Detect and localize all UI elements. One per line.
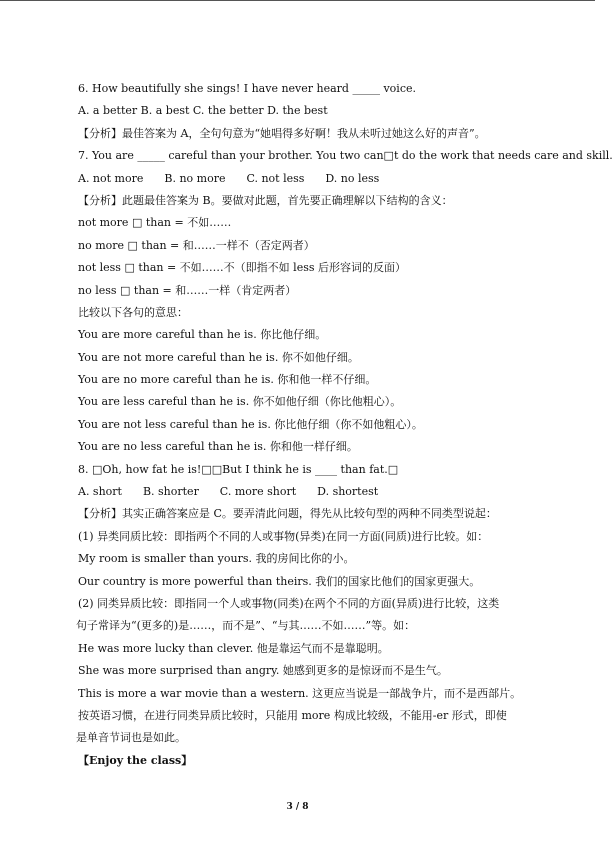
- analysis-6: 【分析】最佳答案为 A，全句句意为“她唱得多好啊！我从未听过她这么好的声音”。: [78, 126, 486, 140]
- usage-note-cont: 是单音节词也是如此。: [76, 731, 186, 745]
- analysis-8: 【分析】其实正确答案应是 C。要弄清此问题，得先从比较句型的两种不同类型说起：: [78, 507, 497, 521]
- document-body: [76, 78, 613, 772]
- question-6-options: A. a better B. a best C. the better D. the best: [78, 104, 328, 118]
- example-sentence: You are no more careful than he is. 你和他一样不仔细。: [78, 373, 377, 387]
- top-border: [0, 0, 595, 1]
- example-sentence: You are not more careful than he is. 你不如他仔细。: [78, 350, 359, 364]
- structure-no-more: no more □ than = 和……一样不（否定两者）: [78, 238, 315, 252]
- example-sentence: You are not less careful than he is. 你比他仔细（你不如他粗心）。: [78, 417, 423, 431]
- structure-no-less: no less □ than = 和……一样（肯定两者）: [78, 283, 297, 297]
- structure-not-more: not more □ than = 不如……: [78, 216, 232, 230]
- usage-note: 按英语习惯，在进行同类异质比较时，只能用 more 构成比较级，不能用-er 形式，即使: [78, 708, 507, 722]
- example-sentence: He was more lucky than clever. 他是靠运气而不是靠聪明。: [78, 641, 389, 655]
- example-sentence: This is more a war movie than a western. 这更应当说是一部战争片，而不是西部片。: [78, 686, 522, 700]
- compare-heading: 比较以下各句的意思：: [78, 305, 188, 319]
- section-heading-enjoy: 【Enjoy the class】: [78, 753, 193, 767]
- type-2-heading: (2) 同类异质比较：即指同一个人或事物(同类)在两个不同的方面(异质)进行比较，这类: [78, 596, 500, 610]
- example-sentence: Our country is more powerful than theirs. 我们的国家比他们的国家更强大。: [78, 574, 481, 588]
- example-sentence: You are no less careful than he is. 你和他一样仔细。: [78, 440, 358, 454]
- example-sentence: You are less careful than he is. 你不如他仔细（你比他粗心）。: [78, 395, 402, 409]
- type-1-heading: (1) 异类同质比较：即指两个不同的人或事物(异类)在同一方面(同质)进行比较。如：: [78, 529, 489, 543]
- example-sentence: She was more surprised than angry. 她感到更多的是惊讶而不是生气。: [78, 664, 448, 678]
- question-8: 8. □Oh, how fat he is!□□But I think he is ____ than fat.□: [78, 462, 399, 476]
- example-sentence: My room is smaller than yours. 我的房间比你的小。: [78, 552, 355, 566]
- example-sentence: You are more careful than he is. 你比他仔细。: [78, 328, 327, 342]
- question-7-options: A. not more B. no more C. not less D. no less: [78, 171, 380, 185]
- question-8-options: A. short B. shorter C. more short D. shortest: [78, 485, 379, 499]
- question-7: 7. You are _____ careful than your brother. You two can□t do the work that needs care and skill.: [78, 149, 613, 163]
- page-number: 3 / 8: [286, 802, 309, 812]
- type-2-heading-cont: 句子常译为“(更多的)是……，而不是”、“与其……不如……”等。如：: [76, 619, 416, 633]
- analysis-7: 【分析】此题最佳答案为 B。要做对此题，首先要正确理解以下结构的含义：: [78, 193, 453, 207]
- structure-not-less: not less □ than = 不如……不（即指不如 less 后形容词的反面）: [78, 261, 406, 275]
- question-6: 6. How beautifully she sings! I have never heard _____ voice.: [78, 82, 416, 95]
